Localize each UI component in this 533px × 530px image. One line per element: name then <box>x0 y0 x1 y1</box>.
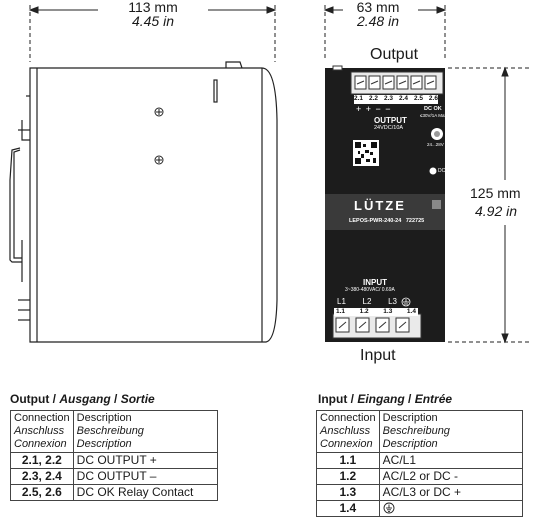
side-width-in: 4.45 in <box>131 13 175 29</box>
terminal-2-3: 2.3 <box>383 95 394 102</box>
ground-symbol-icon <box>383 502 395 514</box>
header-description: Description Beschreibung Description <box>73 411 217 453</box>
table-row <box>317 485 523 501</box>
phase-l3: L3 <box>388 297 397 306</box>
row-connection: 1.2 <box>317 469 380 485</box>
front-width-in: 2.48 in <box>356 13 400 29</box>
output-terminal-numbers <box>354 95 438 102</box>
row-description: AC/L2 or DC - <box>379 469 522 485</box>
header-connection: Connection Anschluss Connexion <box>11 411 74 453</box>
row-connection: 2.3, 2.4 <box>11 469 74 485</box>
table-header-row <box>11 411 218 453</box>
front-height-in: 4.92 in <box>475 203 518 219</box>
terminal-2-2: 2.2 <box>368 95 379 102</box>
row-connection: 1.3 <box>317 485 380 501</box>
table-row <box>11 469 218 485</box>
row-description: DC OK Relay Contact <box>73 485 217 501</box>
side-width-mm: 113 mm <box>128 0 178 15</box>
row-description: DC OUTPUT – <box>73 469 217 485</box>
adjust-range: 24...28V <box>427 142 444 147</box>
output-label: Output <box>370 46 419 63</box>
row-connection: 1.4 <box>317 501 380 517</box>
header-connection: Connection Anschluss Connexion <box>317 411 380 453</box>
input-table-title: Input / Eingang / Entrée <box>318 392 453 406</box>
row-description: AC/L1 <box>379 453 522 469</box>
row-connection: 2.5, 2.6 <box>11 485 74 501</box>
terminal-1-2: 1.2 <box>359 308 369 315</box>
terminal-2-4: 2.4 <box>398 95 408 102</box>
dc-ok-relay-rating: ≤30V/1A Max <box>420 113 447 118</box>
input-label: Input <box>360 347 396 364</box>
table-header-row <box>317 411 523 453</box>
input-phase-labels <box>337 297 397 306</box>
output-title: OUTPUT <box>374 116 407 125</box>
input-title: INPUT <box>363 278 387 287</box>
phase-l1: L1 <box>337 297 346 306</box>
terminal-2-6: 2.6 <box>428 95 438 102</box>
terminal-1-3: 1.3 <box>383 308 393 315</box>
terminal-1-1: 1.1 <box>336 308 346 315</box>
model-number: LEPOS-PWR-240-24 722725 <box>349 218 425 224</box>
row-description: DC OUTPUT + <box>73 453 217 469</box>
front-width-mm: 63 mm <box>356 0 400 15</box>
input-connection-table <box>316 410 523 517</box>
side-view-body <box>10 62 277 342</box>
input-rating: 3~380-480VAC/ 0.69A <box>345 287 395 293</box>
row-description: AC/L3 or DC + <box>379 485 522 501</box>
front-height-mm: 125 mm <box>470 185 521 201</box>
table-row <box>317 501 523 517</box>
terminal-1-4: 1.4 <box>406 308 416 315</box>
phase-l2: L2 <box>362 297 372 306</box>
row-connection: 2.1, 2.2 <box>11 453 74 469</box>
output-table-title: Output / Ausgang / Sortie <box>10 392 155 406</box>
output-signs: + + − − <box>356 104 392 114</box>
header-description: Description Beschreibung Description <box>379 411 522 453</box>
output-rating: 24VDC/10A <box>374 125 404 131</box>
terminal-2-5: 2.5 <box>413 95 423 102</box>
dc-ok-relay-label: DC OK <box>424 106 442 112</box>
table-row <box>317 469 523 485</box>
input-terminal-numbers <box>336 308 416 315</box>
table-row <box>11 453 218 469</box>
terminal-2-1: 2.1 <box>354 95 364 102</box>
row-connection: 1.1 <box>317 453 380 469</box>
dc-ok-led-label: DC OK <box>438 168 454 174</box>
row-description <box>379 501 522 517</box>
brand-logo: LÜTZE <box>354 198 406 213</box>
table-row <box>11 485 218 501</box>
table-row <box>317 453 523 469</box>
output-connection-table <box>10 410 218 501</box>
